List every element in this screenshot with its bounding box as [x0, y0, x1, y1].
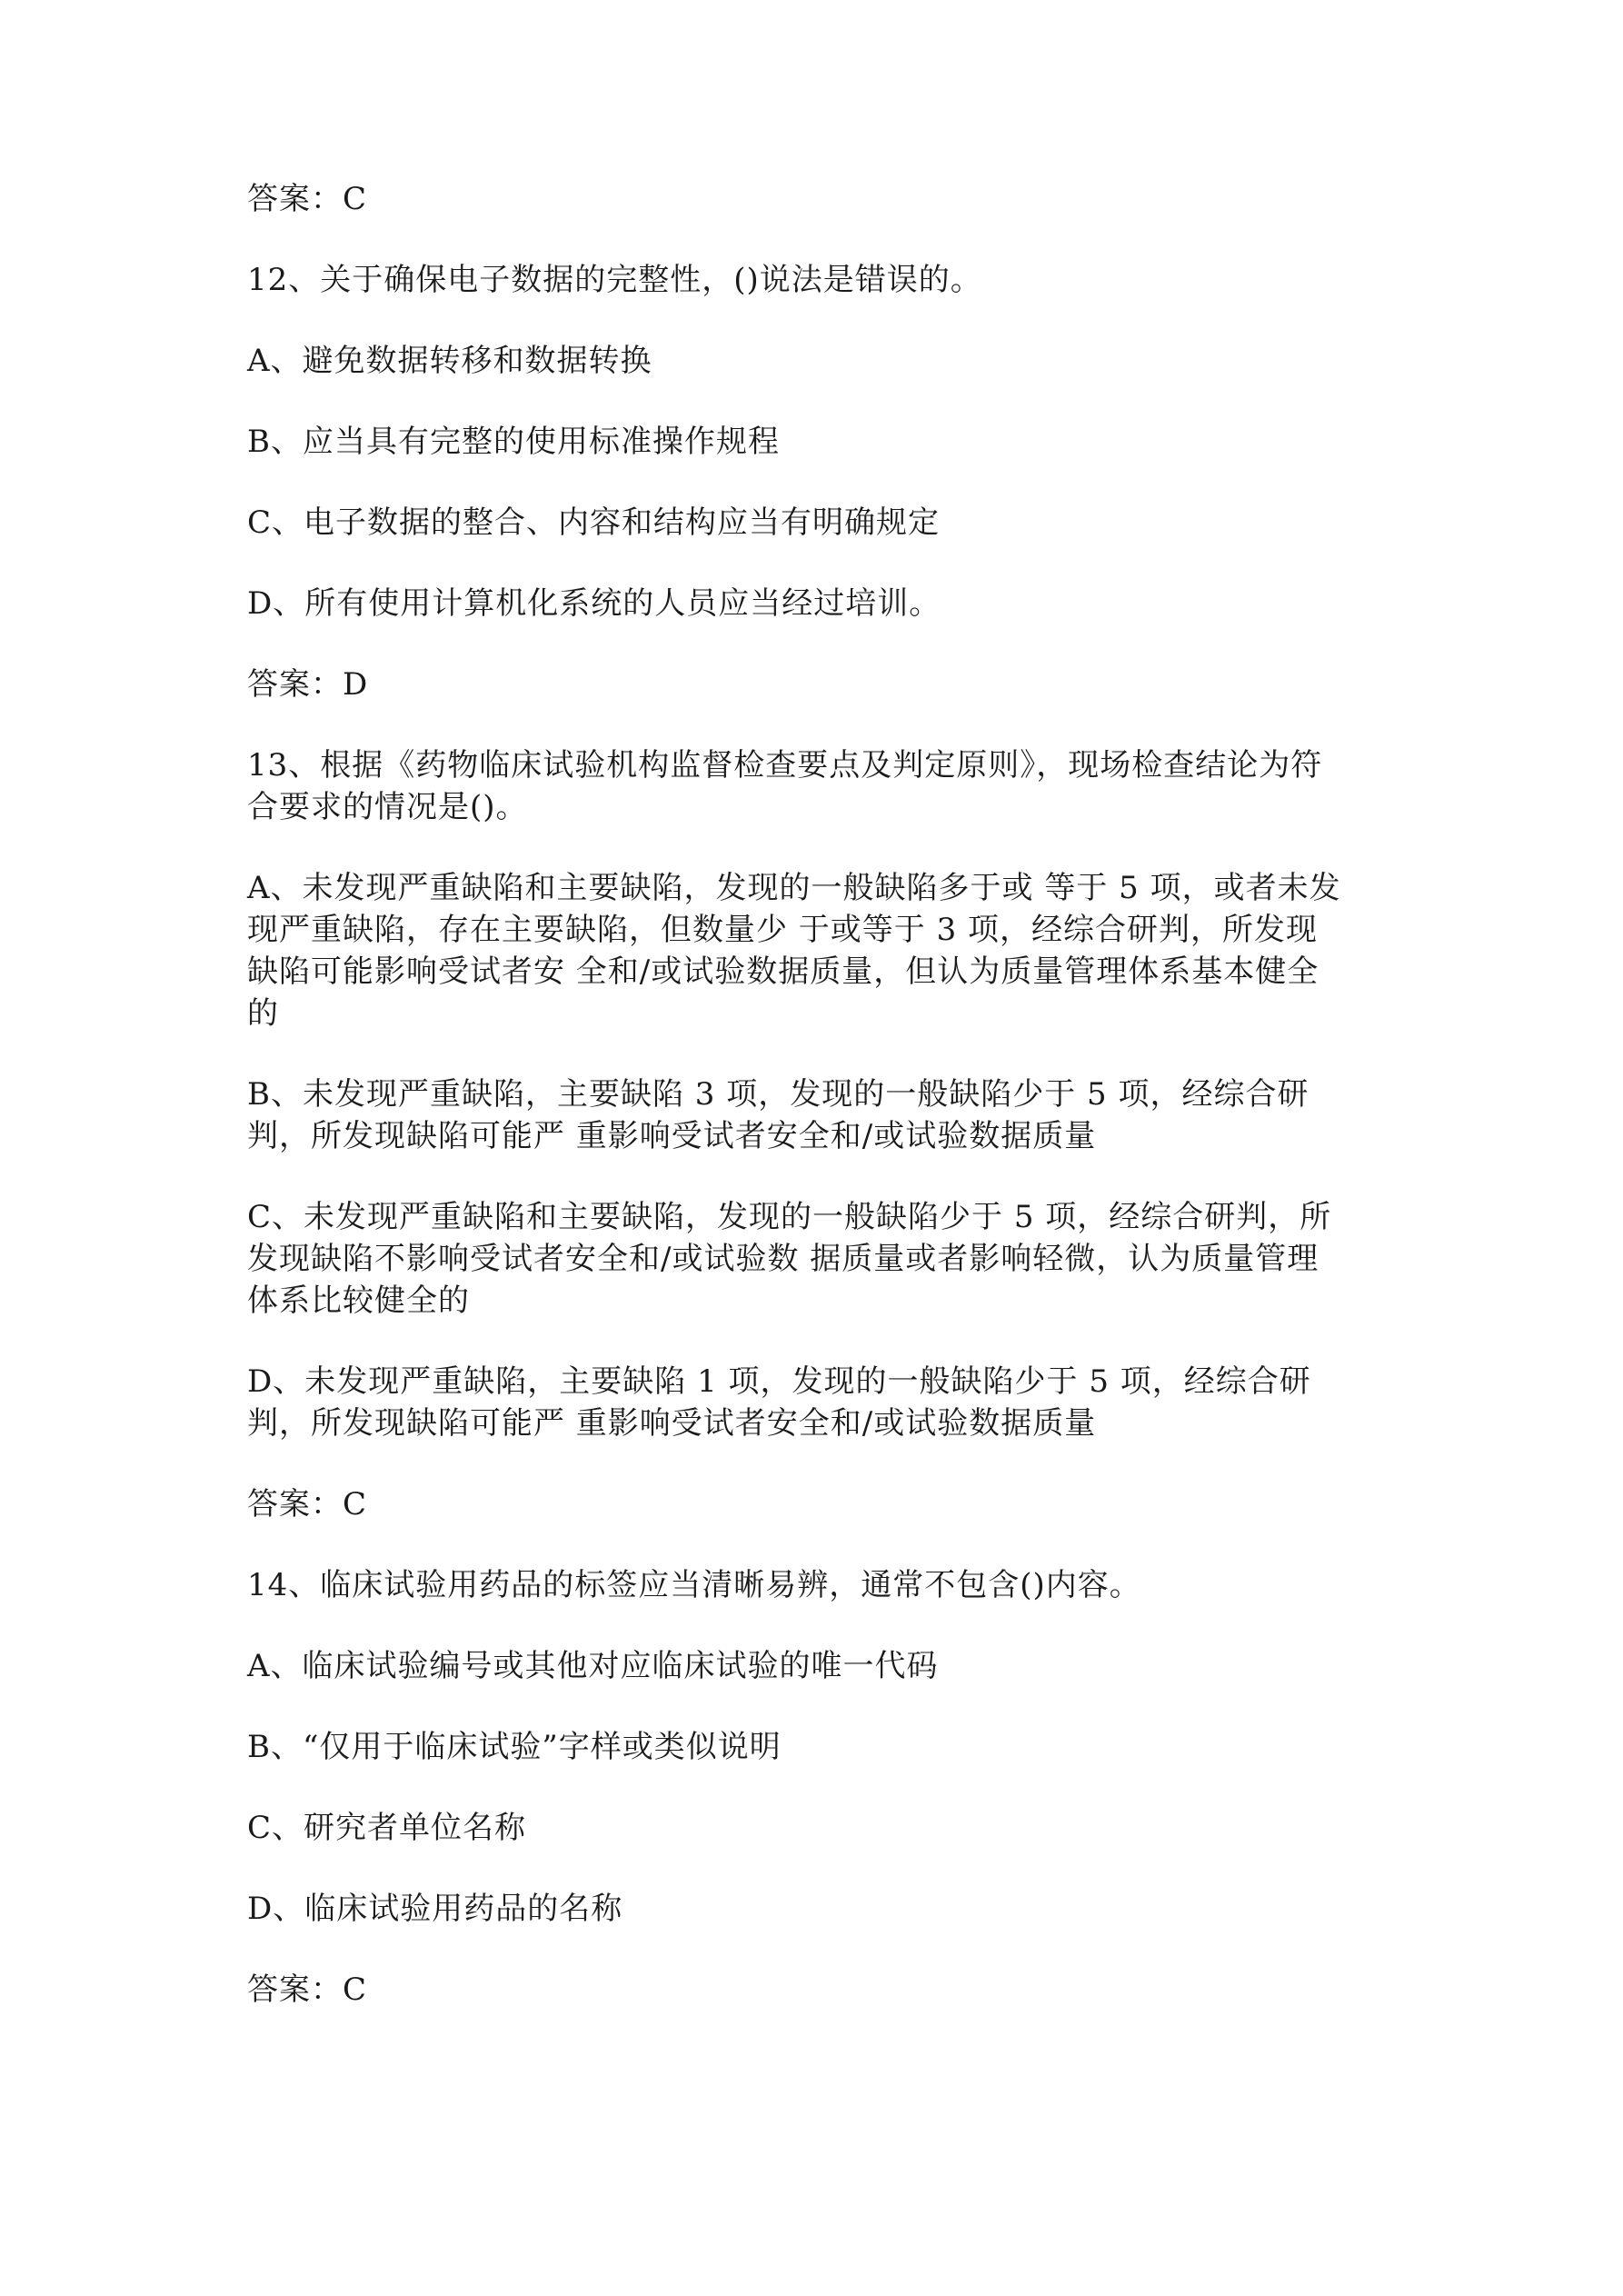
text-line: 判，所发现缺陷可能严 重影响受试者安全和/或试验数据质量 — [247, 1118, 1097, 1154]
answer-line — [247, 178, 1392, 220]
question-text — [247, 259, 1392, 301]
answer-line — [247, 1969, 1392, 2011]
question-text — [247, 744, 1392, 828]
answer-line — [247, 664, 1392, 705]
text-line: C、研究者单位名称 — [247, 1810, 527, 1846]
option-text — [247, 583, 1392, 624]
text-line: C、未发现严重缺陷和主要缺陷，发现的一般缺陷少于 5 项，经综合研判，所 — [247, 1199, 1332, 1235]
text-line: 答案：D — [247, 666, 369, 703]
text-line: B、“仅用于临床试验”字样或类似说明 — [247, 1729, 782, 1765]
text-line: 判，所发现缺陷可能严 重影响受试者安全和/或试验数据质量 — [247, 1405, 1097, 1442]
option-text — [247, 502, 1392, 544]
option-text — [247, 867, 1392, 1034]
option-text — [247, 1726, 1392, 1768]
text-line: D、临床试验用药品的名称 — [247, 1891, 623, 1927]
question-text — [247, 1564, 1392, 1606]
text-line: D、未发现严重缺陷，主要缺陷 1 项，发现的一般缺陷少于 5 项，经综合研 — [247, 1363, 1311, 1400]
text-line: 13、根据《药物临床试验机构监督检查要点及判定原则》，现场检查结论为符 — [247, 747, 1323, 784]
text-line: 缺陷可能影响受试者安 全和/或试验数据质量，但认为质量管理体系基本健全 — [247, 953, 1319, 990]
option-text — [247, 421, 1392, 463]
text-line: C、电子数据的整合、内容和结构应当有明确规定 — [247, 504, 941, 541]
text-line: B、应当具有完整的使用标准操作规程 — [247, 424, 780, 460]
text-line: 答案：C — [247, 1486, 368, 1522]
text-line: 现严重缺陷，存在主要缺陷，但数量少 于或等于 3 项，经综合研判，所发现 — [247, 912, 1319, 948]
text-line: D、所有使用计算机化系统的人员应当经过培训。 — [247, 585, 941, 622]
text-line: A、未发现严重缺陷和主要缺陷，发现的一般缺陷多于或 等于 5 项，或者未发 — [247, 870, 1341, 906]
option-text — [247, 1073, 1392, 1157]
document-page — [247, 178, 1392, 2050]
text-line: A、临床试验编号或其他对应临床试验的唯一代码 — [247, 1648, 939, 1684]
option-text — [247, 1888, 1392, 1930]
text-line: 答案：C — [247, 181, 368, 217]
text-line: 14、临床试验用药品的标签应当清晰易辨，通常不包含()内容。 — [247, 1567, 1141, 1603]
text-line: 发现缺陷不影响受试者安全和/或试验数 据质量或者影响轻微，认为质量管理 — [247, 1241, 1319, 1277]
text-line: 答案：C — [247, 1972, 368, 2008]
answer-line — [247, 1483, 1392, 1525]
option-text — [247, 340, 1392, 382]
option-text — [247, 1361, 1392, 1444]
option-text — [247, 1196, 1392, 1322]
text-line: 合要求的情况是()。 — [247, 789, 528, 825]
text-line: A、避免数据转移和数据转换 — [247, 343, 652, 379]
document-content — [247, 178, 1392, 2011]
text-line: 的 — [247, 995, 279, 1032]
text-line: 12、关于确保电子数据的完整性，()说法是错误的。 — [247, 262, 982, 298]
option-text — [247, 1645, 1392, 1687]
text-line: 体系比较健全的 — [247, 1283, 470, 1319]
text-line: B、未发现严重缺陷，主要缺陷 3 项，发现的一般缺陷少于 5 项，经综合研 — [247, 1076, 1309, 1113]
option-text — [247, 1807, 1392, 1849]
